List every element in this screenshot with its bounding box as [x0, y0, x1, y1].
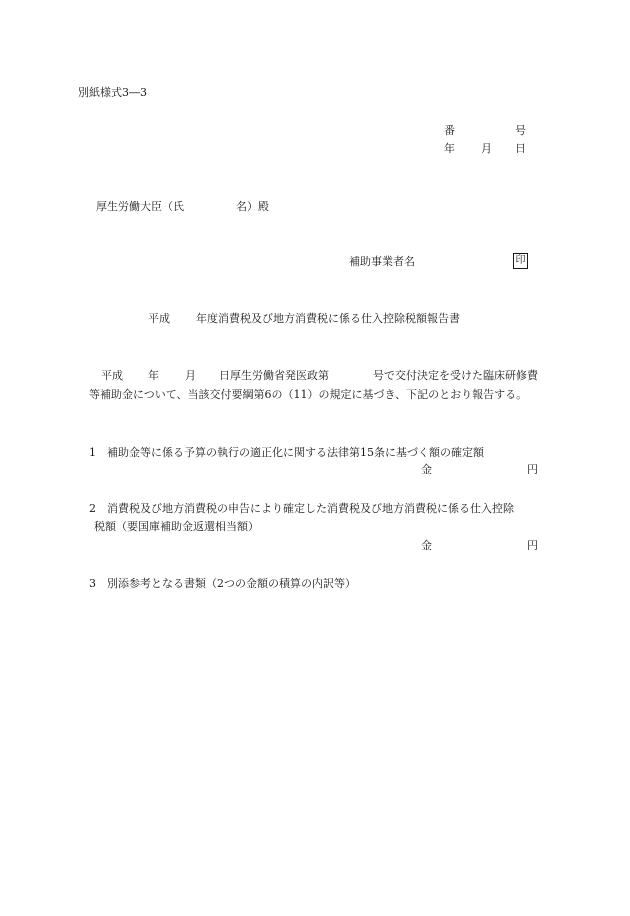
- date-month: 月: [481, 142, 492, 155]
- body-month: 月: [185, 369, 196, 382]
- form-id: 別紙様式3―3: [78, 86, 147, 99]
- body-line1-rest: 号で交付決定を受けた臨床研修費: [373, 369, 538, 382]
- item-1-number: 1: [89, 446, 96, 459]
- item-3-text: 別添参考となる書類（2つの金額の積算の内訳等）: [107, 577, 356, 590]
- item-1-amount-label: 金: [421, 463, 432, 476]
- addressee-prefix: 厚生労働大臣（氏: [96, 200, 184, 213]
- document-title: 年度消費税及び地方消費税に係る仕入控除税額報告書: [196, 312, 460, 325]
- body-year: 年: [148, 369, 159, 382]
- item-2-amount-label: 金: [421, 539, 432, 552]
- seal-stamp: 印: [513, 253, 528, 269]
- date-year: 年: [444, 142, 455, 155]
- item-3-number: 3: [89, 577, 96, 590]
- addressee-suffix: 名）殿: [236, 200, 269, 213]
- body-era: 平成: [101, 369, 123, 382]
- item-2-currency: 円: [527, 539, 538, 552]
- applicant-label: 補助事業者名: [349, 255, 415, 268]
- body-line2: 等補助金について、当該交付要綱第6の（11）の規定に基づき、下記のとおり報告する。: [89, 388, 528, 401]
- item-1-text: 補助金等に係る予算の執行の適正化に関する法律第15条に基づく額の確定額: [107, 446, 484, 459]
- title-era: 平成: [148, 312, 170, 325]
- body-day-ref: 日厚生労働省発医政第: [219, 369, 329, 382]
- item-2-number: 2: [89, 502, 96, 515]
- item-1-currency: 円: [527, 463, 538, 476]
- number-label: 番: [444, 124, 455, 137]
- item-2-text-cont: 税額（要国庫補助金返還相当額）: [94, 520, 259, 533]
- number-suffix: 号: [515, 124, 526, 137]
- date-day: 日: [515, 142, 526, 155]
- item-2-text: 消費税及び地方消費税の申告により確定した消費税及び地方消費税に係る仕入控除: [107, 502, 514, 515]
